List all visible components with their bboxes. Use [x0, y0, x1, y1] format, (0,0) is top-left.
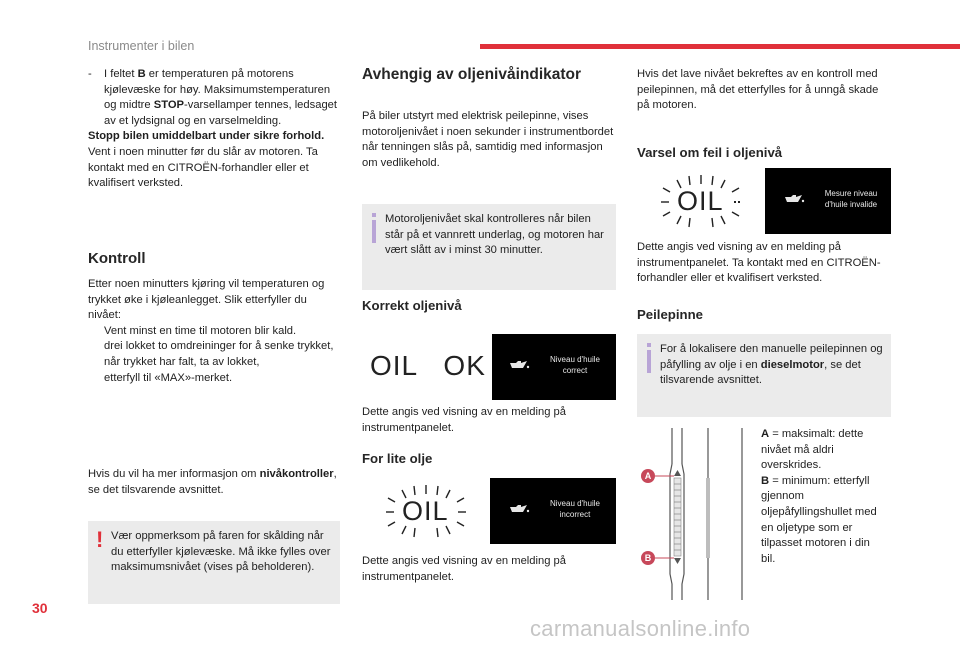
info-box: [362, 204, 616, 290]
dipstick-title: Peilepinne: [637, 307, 703, 322]
oil-fault-message: Mesure niveau d'huile invalide: [824, 189, 878, 209]
low-oil-text: Dette angis ved visning av en melding på instrumentpanelet.: [362, 555, 566, 583]
list-item: Vent minst en time til motoren blir kald.: [88, 324, 340, 340]
fault-note: [637, 240, 893, 287]
oil-can-icon: [508, 502, 530, 516]
oil-low-label: OIL: [402, 496, 449, 526]
list-item: drei lokket to omdreininger for å senke trykket,: [88, 339, 340, 355]
marker-b: B: [641, 551, 655, 565]
fault-title: Varsel om feil i oljenivå: [637, 145, 783, 160]
dipstick-illustration: [638, 424, 758, 602]
oil-fault-screen: [637, 168, 765, 234]
list-item: når trykket har falt, ta av lokket,: [88, 355, 340, 371]
more-info: [88, 467, 340, 498]
dash-marker: -: [88, 68, 92, 80]
correct-level-section: [362, 298, 618, 314]
oil-ok-label: OIL OK: [370, 350, 486, 381]
kontroll-text: Etter noen minutters kjøring vil temperaturen og trykket øke i kjøleanlegget. Slik etterfyller du nivået:: [88, 278, 325, 322]
kontroll-title: Kontroll: [88, 250, 146, 267]
column-left: [88, 67, 340, 192]
legend-a: A = maksimalt: dette nivået må aldri overskrides.: [761, 428, 864, 472]
dipstick-info-box: [637, 334, 891, 417]
legend-b: B = minimum: etterfyll gjennom oljepåfyllingshullet med en oljetype som er tilpasset motoren i din bil.: [761, 474, 877, 565]
oil-can-icon: [783, 192, 805, 206]
low-oil-note: [362, 554, 618, 585]
oil-can-icon: [508, 358, 530, 372]
checkbox-bullet-icon: [88, 355, 104, 371]
correct-level-text: Dette angis ved visning av en melding på instrumentpanelet.: [362, 406, 566, 434]
checkbox-bullet-icon: [88, 371, 104, 387]
kontroll-body: [88, 277, 340, 386]
low-oil-section: [362, 451, 618, 467]
more-info-text: Hvis du vil ha mer informasjon om nivåkontroller, se det tilsvarende avsnittet.: [88, 468, 337, 496]
oil-ok-screen: [362, 334, 492, 400]
fault-section: [637, 145, 893, 161]
dipstick-legend: [761, 427, 879, 567]
low-level-confirm-text: Hvis det lave nivået bekreftes av en kontroll med peilepinnen, må det etterfylles for å unngå skade på motoren.: [637, 68, 879, 112]
temperature-note-text: I feltet B er temperaturen på motorens kjølevæske for høy. Maksimumstemperaturen og midtre STOP-varsellamper tennes, ledsaget av et lydsignal og en varselmelding.: [104, 68, 337, 127]
wait-text: Vent i noen minutter før du slår av motoren. Ta kontakt med en CITROËN-forhandler eller et kvalifisert verksted.: [88, 145, 318, 190]
correct-level-title: Korrekt oljenivå: [362, 298, 462, 313]
oil-fault-display: [637, 168, 891, 234]
warning-exclamation-icon: !: [96, 527, 104, 552]
temperature-note: [88, 67, 340, 129]
info-icon: [644, 343, 654, 373]
oil-low-display: [362, 478, 616, 544]
list-item: etterfyll til «MAX»-merket.: [88, 371, 340, 387]
oil-level-title: Avhengig av oljenivåindikator: [362, 66, 582, 83]
kontroll-section: [88, 251, 340, 267]
oil-low-message: Niveau d'huile incorrect: [549, 499, 600, 519]
dipstick-section: [637, 307, 893, 323]
info-icon: [369, 213, 379, 243]
warning-text: Vær oppmerksom på faren for skålding når du etterfyller kjølevæske. Må ikke fylles over maksimumsnivået (vises på beholderen).: [111, 530, 331, 574]
warning-box: [88, 521, 340, 604]
checkbox-bullet-icon: [88, 339, 104, 355]
dipstick-info-text: For å lokalisere den manuelle peilepinnen og påfylling av olje i en dieselmotor, se det tilsvarende avsnittet.: [660, 343, 883, 387]
marker-a: A: [641, 469, 655, 483]
header-accent-bar: [480, 44, 960, 49]
stop-heading: Stopp bilen umiddelbart under sikre forhold.: [88, 130, 325, 143]
page-number: 30: [32, 600, 48, 616]
oil-level-section: [362, 67, 618, 83]
oil-low-screen: [362, 478, 490, 544]
oil-level-intro: [362, 109, 618, 171]
oil-ok-display: [362, 334, 616, 400]
correct-level-note: [362, 405, 618, 436]
oil-fault-label: OIL: [677, 186, 724, 216]
low-oil-title: For lite olje: [362, 451, 433, 466]
checkbox-bullet-icon: [88, 324, 104, 340]
fault-text: Dette angis ved visning av en melding på instrumentpanelet. Ta kontakt med en CITROËN-forhandler eller et kvalifisert verksted.: [637, 241, 881, 285]
watermark: carmanualsonline.info: [530, 616, 751, 641]
oil-ok-message: Niveau d'huile correct: [549, 355, 600, 375]
section-title: Instrumenter i bilen: [88, 39, 195, 53]
low-level-confirm: [637, 67, 893, 114]
info-box-text: Motoroljenivået skal kontrolleres når bilen står på et vannrett underlag, og motoren har vært slått av i minst 30 minutter.: [385, 213, 604, 257]
oil-level-intro-text: På biler utstyrt med elektrisk peilepinne, vises motoroljenivået i noen sekunder i instrumentbordet når tenningen slås på, samtidig med informasjon om vedlikehold.: [362, 110, 614, 169]
